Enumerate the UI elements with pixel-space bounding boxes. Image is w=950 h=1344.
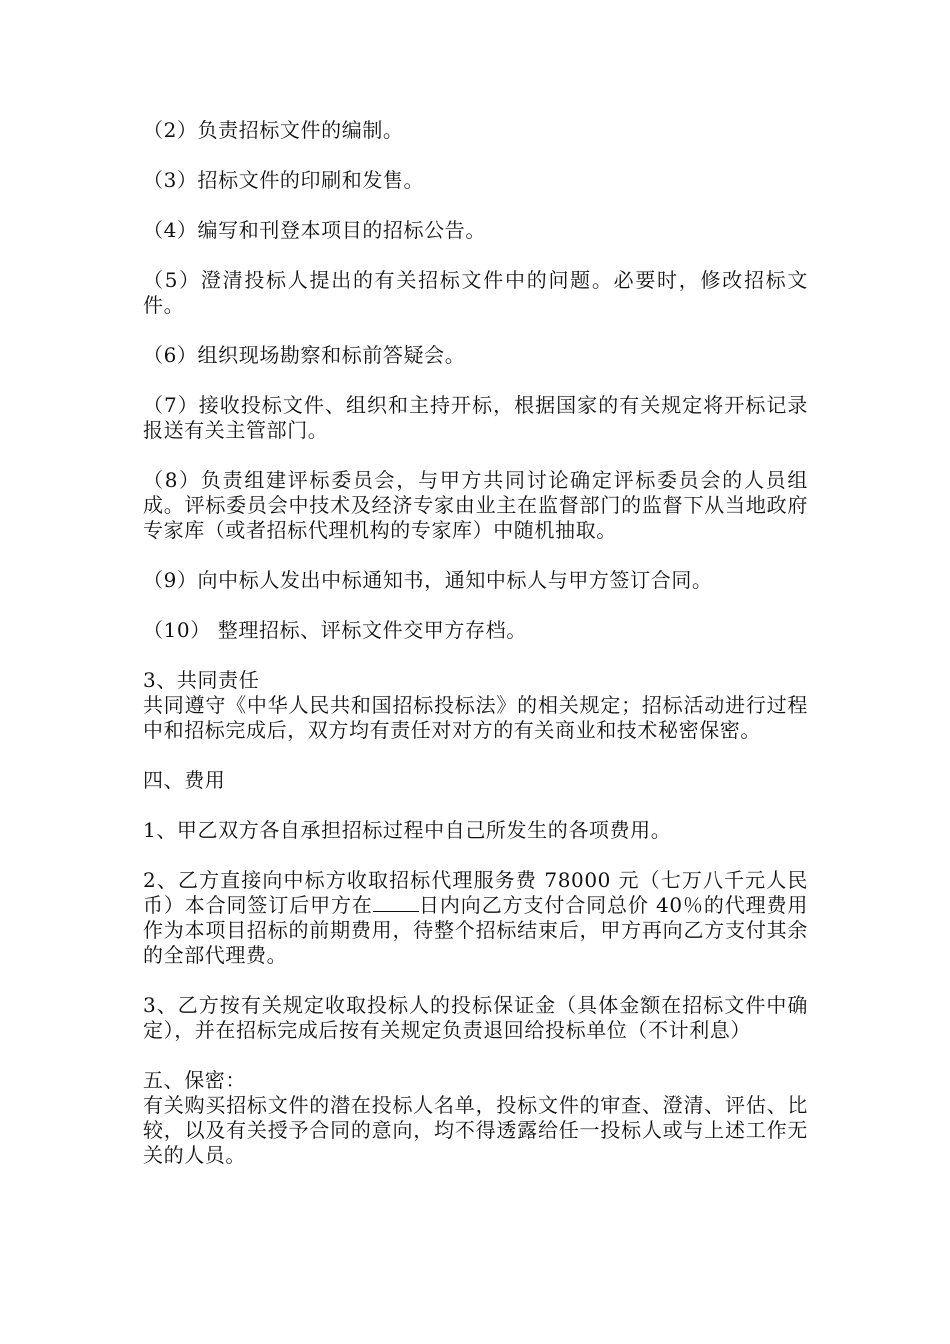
confidentiality-body: 有关购买招标文件的潜在投标人名单，投标文件的审查、澄清、评估、比较，以及有关授予合同的意向，均不得透露给任一投标人或与上述工作无关的人员。 xyxy=(143,1093,808,1167)
item-9: （9）向中标人发出中标通知书，通知中标人与甲方签订合同。 xyxy=(143,568,713,592)
joint-responsibility-body: 共同遵守《中华人民共和国招标投标法》的相关规定；招标活动进行过程中和招标完成后，双方均有责任对对方的有关商业和技术秘密保密。 xyxy=(143,693,808,742)
item-4: （4）编写和刊登本项目的招标公告。 xyxy=(143,218,486,242)
days-blank xyxy=(373,893,419,912)
fees-item-2 xyxy=(143,868,808,968)
item-5: （5）澄清投标人提出的有关招标文件中的问题。必要时，修改招标文件。 xyxy=(143,268,808,317)
fees-item-3: 3、乙方按有关规定收取投标人的投标保证金（具体金额在招标文件中确定），并在招标完成后按有关规定负责退回给投标单位（不计利息） xyxy=(143,993,808,1042)
item-2: （2）负责招标文件的编制。 xyxy=(143,118,404,142)
fees-item-2-part1: 2、乙方直接向中标方收取招标代理服务费 78000 元（七万八千元人民币）本合同签订后甲方在 xyxy=(143,868,808,917)
fees-item-2-part2: 日内向乙方支付合同总价 40％的代理费用作为本项目招标的前期费用，待整个招标结束后，甲方再向乙方支付其余的全部代理费。 xyxy=(143,893,808,967)
item-3: （3）招标文件的印刷和发售。 xyxy=(143,168,425,192)
item-7: （7）接收投标文件、组织和主持开标，根据国家的有关规定将开标记录报送有关主管部门。 xyxy=(143,393,808,442)
confidentiality-heading: 五、保密： xyxy=(143,1068,246,1092)
item-10: （10） 整理招标、评标文件交甲方存档。 xyxy=(143,618,527,642)
item-8: （8）负责组建评标委员会，与甲方共同讨论确定评标委员会的人员组成。评标委员会中技术及经济专家由业主在监督部门的监督下从当地政府专家库（或者招标代理机构的专家库）中随机抽取。 xyxy=(143,468,808,542)
item-6: （6）组织现场勘察和标前答疑会。 xyxy=(143,343,466,367)
joint-responsibility-heading: 3、共同责任 xyxy=(143,668,260,692)
fees-item-1: 1、甲乙双方各自承担招标过程中自己所发生的各项费用。 xyxy=(143,818,672,842)
fees-heading: 四、费用 xyxy=(143,768,226,792)
document-page xyxy=(143,118,808,1168)
